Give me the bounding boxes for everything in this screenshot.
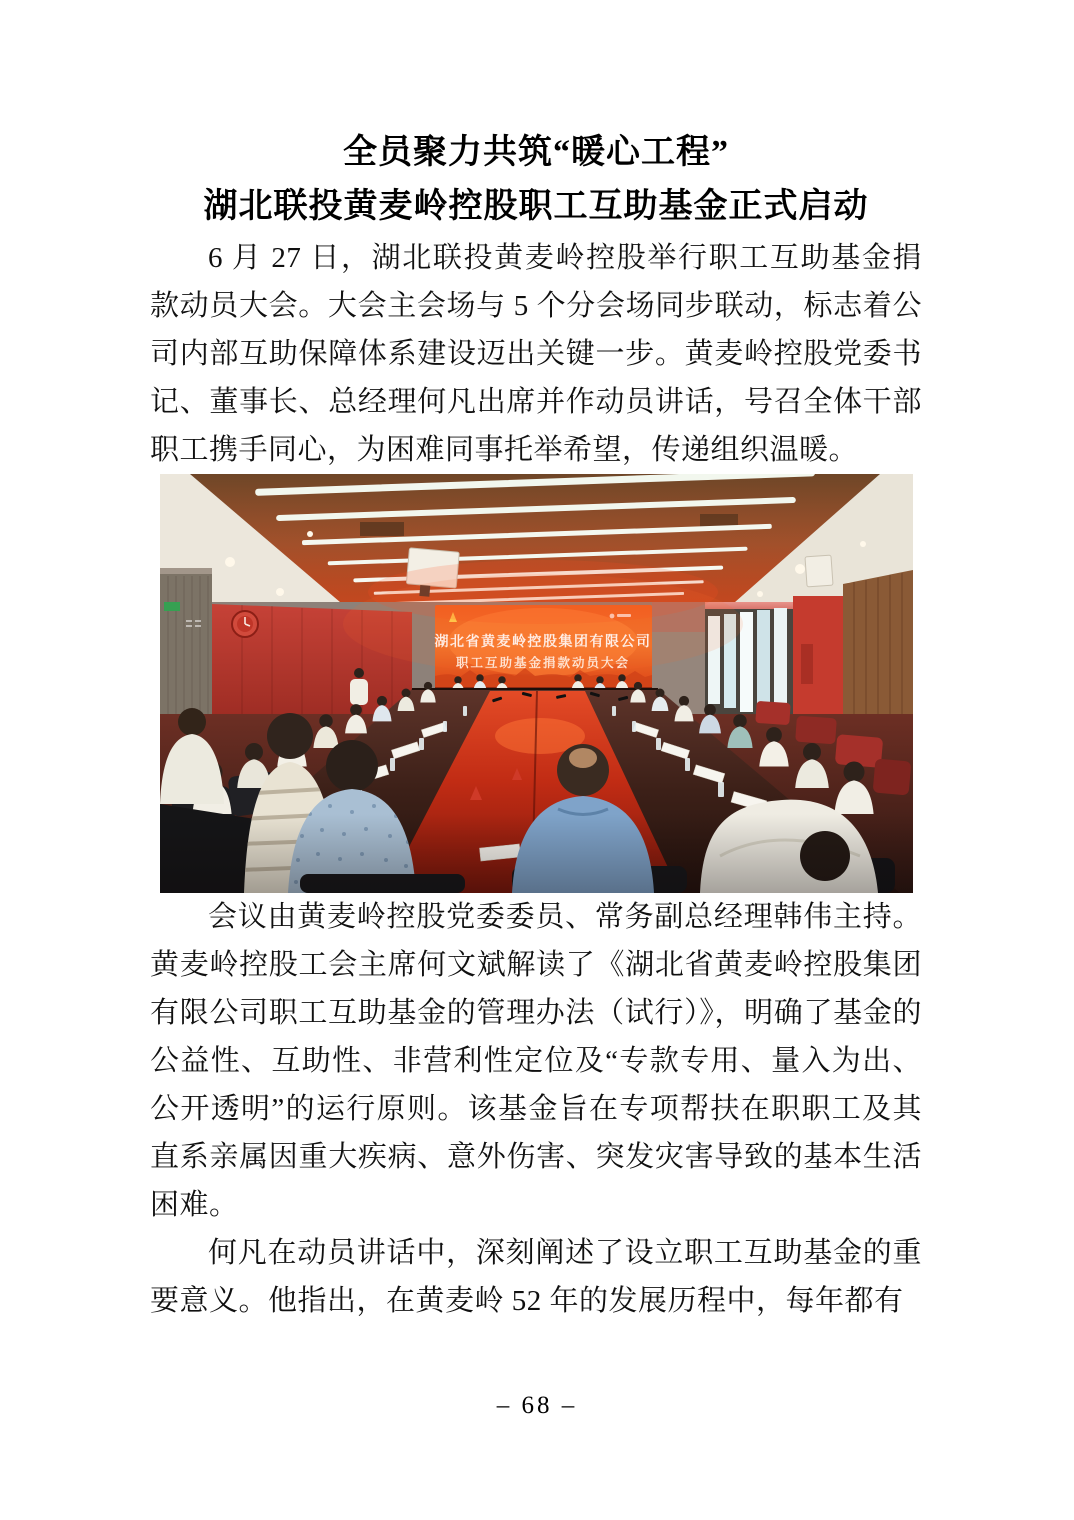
screen-title-line-1: 湖北省黄麦岭控股集团有限公司 (434, 633, 652, 649)
title-line-2: 湖北联投黄麦岭控股职工互助基金正式启动 (203, 188, 869, 225)
page-content (150, 0, 922, 1325)
meeting-photo (160, 474, 913, 893)
paragraph-2: 会议由黄麦岭控股党委委员、常务副总经理韩伟主持。黄麦岭控股工会主席何文斌解读了《湖北省黄麦岭控股集团有限公司职工互助基金的管理办法（试行）》，明确了基金的公益性、互助性、非营利性定位及“专款专用、量入为出、公开透明”的运行原则。该基金旨在专项帮扶在职职工及其直系亲属因重大疾病、意外伤害、突发灾害导致的基本生活困难。 (150, 901, 922, 1221)
title-line-1: 全员聚力共筑“暖心工程” (343, 134, 729, 171)
paragraph-1: 6 月 27 日，湖北联投黄麦岭控股举行职工互助基金捐款动员大会。大会主会场与 5 个分会场同步联动，标志着公司内部互助保障体系建设迈出关键一步。黄麦岭控股党委书记、董事长、总经理何凡出席并作动员讲话，号召全体干部职工携手同心，为困难同事托举希望，传递组织温暖。 (150, 242, 922, 466)
wall-speaker-right (805, 555, 833, 587)
paragraph-3: 何凡在动员讲话中，深刻阐述了设立职工互助基金的重要意义。他指出，在黄麦岭 52 年的发展历程中，每年都有 (150, 1237, 922, 1317)
page-number: – 68 – (496, 1392, 578, 1419)
screen-title-line-2: 职工互助基金捐款动员大会 (455, 656, 631, 670)
exit-sign (164, 602, 180, 611)
meeting-photo-illustration (160, 474, 913, 893)
document-title (150, 0, 922, 234)
